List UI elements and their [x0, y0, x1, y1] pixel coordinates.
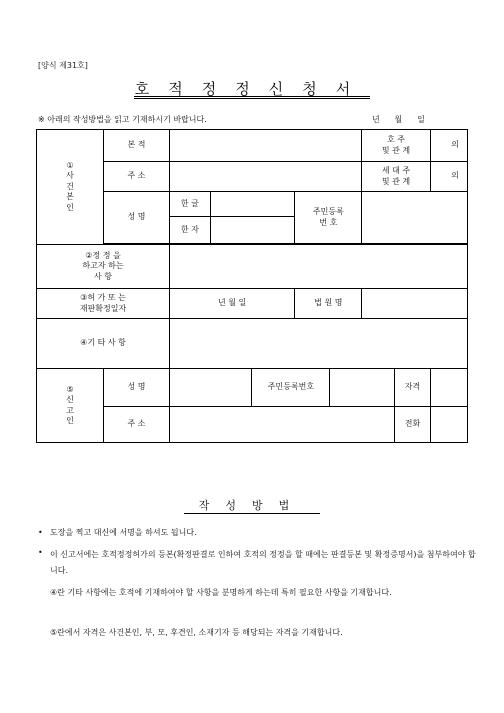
- permit-date-label: ③허 가 또 는 재판확정일자: [37, 289, 170, 319]
- instruction-item: • 도장을 찍고 대신에 서명을 하셔도 됩니다.: [38, 528, 197, 537]
- principal-label: ① 사 건 본 인: [37, 130, 104, 245]
- household-relation-label: 세 대 주 및 관 계: [362, 162, 430, 192]
- reporter-resident-number-label: 주민등록번호: [252, 369, 330, 407]
- date-month-label: 월: [394, 115, 403, 124]
- instructions-title: 작성방법: [198, 499, 306, 512]
- name-label: 성 명: [104, 192, 170, 244]
- court-name-label: 법 원 명: [295, 289, 362, 319]
- domicile-input[interactable]: [170, 130, 362, 162]
- date-field[interactable]: [372, 114, 425, 125]
- correction-input[interactable]: [170, 245, 468, 289]
- phone-label: 전화: [395, 407, 430, 443]
- domicile-label: 본 적: [104, 130, 170, 162]
- notice-text: ※ 아래의 작성방법을 읽고 기재하시기 바랍니다.: [38, 115, 207, 124]
- instruction-item: ④란 기타 사항에는 호적에 기재하여야 할 사항을 분명하게 하는데 특히 필요한 사항을 기재합니다.: [50, 588, 392, 597]
- reporter-address-label: 주 소: [104, 407, 170, 443]
- title-underline: [134, 96, 370, 97]
- date-day-label: 일: [417, 115, 425, 124]
- household-relation-input[interactable]: 의: [430, 162, 467, 192]
- hanja-label: 한 자: [170, 217, 211, 244]
- court-name-input[interactable]: [362, 289, 468, 319]
- form-number: [양식 제31호]: [38, 61, 88, 70]
- address-input[interactable]: [170, 162, 362, 192]
- resident-number-label: 주민등록 번 호: [295, 192, 362, 244]
- reporter-name-label: 성 명: [104, 369, 170, 407]
- permit-date-input[interactable]: 년 월 일: [170, 289, 295, 319]
- hanja-input[interactable]: [210, 217, 295, 244]
- reporter-name-input[interactable]: [170, 369, 252, 407]
- other-items-label: ④기 타 사 항: [37, 319, 170, 369]
- date-year-label: 년: [372, 115, 380, 124]
- resident-number-input[interactable]: [362, 192, 468, 244]
- address-label: 주 소: [104, 162, 170, 192]
- hangul-label: 한 글: [170, 192, 211, 217]
- reporter-resident-number-input[interactable]: [330, 369, 395, 407]
- instruction-item: ⑤란에서 자격은 사건본인, 부, 모, 후견인, 소재기자 등 해당되는 자격을 기재합니다.: [50, 628, 343, 637]
- hangul-input[interactable]: [210, 192, 295, 217]
- instruction-item: • 이 신고서에는 호적정정허가의 등본(확정판결로 인하여 호적의 정정을 할 때에는 판결등본 및 확정증명서)을 첨부하여야 합니다.: [38, 548, 476, 575]
- instructions-title-underline: [184, 513, 320, 514]
- head-relation-input[interactable]: 의: [430, 130, 467, 162]
- application-form-table: [36, 129, 468, 443]
- title-underline-double: [134, 98, 370, 99]
- qualification-label: 자격: [395, 369, 430, 407]
- qualification-input[interactable]: [430, 369, 467, 407]
- phone-input[interactable]: [430, 407, 467, 443]
- other-items-input[interactable]: [170, 319, 468, 369]
- page-title: 호적정정신청서: [134, 80, 370, 98]
- reporter-address-input[interactable]: [170, 407, 395, 443]
- reporter-label: ⑤ 신 고 인: [37, 369, 104, 443]
- head-relation-label: 호 주 및 관 계: [362, 130, 430, 162]
- correction-label: ②정 정 을 하고자 하는 사 항: [37, 245, 170, 289]
